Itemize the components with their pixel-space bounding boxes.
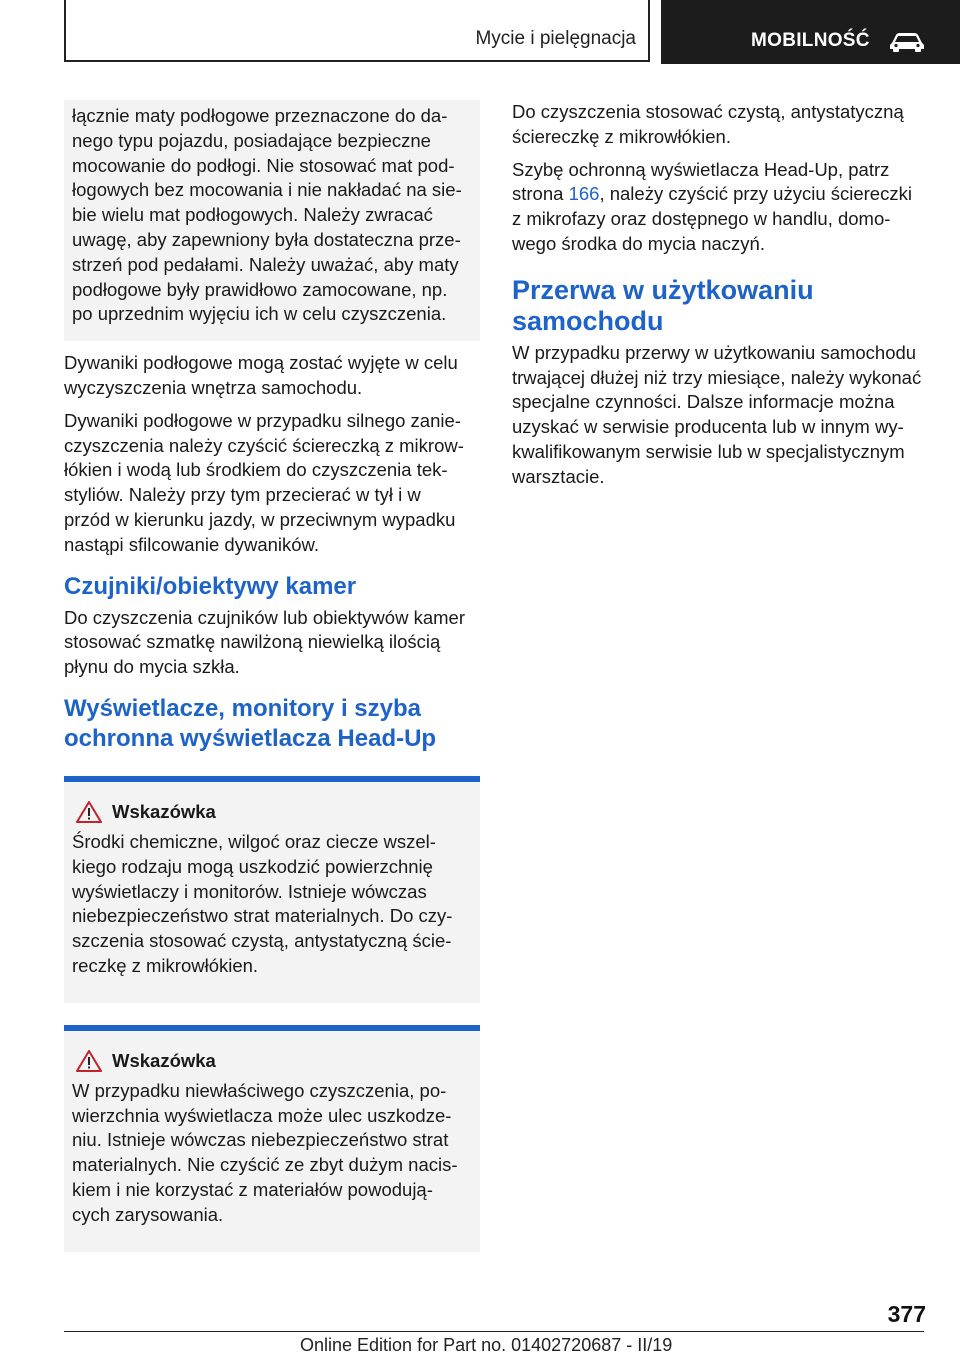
page-number: 377 — [887, 1301, 926, 1327]
section-title: Mycie i pielęgnacja — [475, 28, 636, 49]
left-column — [64, 100, 480, 1252]
paragraph: Do czyszczenia stosować czystą, antystatyczną ściereczkę z mikrowłókien. — [512, 101, 904, 147]
note-text: Środki chemiczne, wilgoć oraz ciecze wszel- kiego rodzaju mogą uszkodzić powierzchnię wyświetlaczy i monitorów. Istnieje wówczas niebezpieczeństwo strat materialnych. Do czy- szczenia stosować czystą, antystatyczną ście- reczkę z mikrowłókien. — [72, 830, 453, 976]
section-heading-displays: Wyświetlacze, monitory i szyba ochronna wyświetlacza Head-Up — [64, 694, 437, 752]
warning-icon — [76, 800, 102, 824]
paragraph: Dywaniki podłogowe w przypadku silnego zanie- czyszczenia należy czyścić ściereczką z mikrow- łókien i wodą lub środkiem do czyszczenia tek- styliów. Należy przy tym przecierać w tył i w przód w kierunku jazdy, w przeciwnym wypadku nastąpi sfilcowanie dywaników. — [64, 409, 464, 555]
section-tab — [64, 0, 650, 62]
text: Szybę ochronną wyświetlacza Head-Up, patrz strona — [512, 158, 890, 205]
chapter-tab — [661, 0, 960, 64]
continued-note-text: łącznie maty podłogowe przeznaczone do da- nego typu pojazdu, posiadające bezpieczne mocowanie do podłogi. Nie stosować mat pod- łogowych bez mocowania i nie nakładać na sie- bie wielu mat podłogowych. Należy zwracać uwagę, aby zapewniony była dostateczna prze- strzeń pod pedałami. Należy uważać, aby maty podłogowe były prawidłowo zamocowane, np. po uprzednim wyjęciu ich w celu czyszczenia. — [72, 105, 462, 325]
note-title-row — [72, 800, 472, 824]
paragraph: Dywaniki podłogowe mogą zostać wyjęte w celu wyczyszczenia wnętrza samochodu. — [64, 352, 458, 398]
warning-icon — [76, 1049, 102, 1073]
page-header — [0, 0, 960, 66]
note-title-row — [72, 1049, 472, 1073]
page-link[interactable]: 166 — [568, 183, 600, 205]
chapter-title: MOBILNOŚĆ — [751, 30, 870, 51]
car-icon — [889, 30, 925, 52]
paragraph: Do czyszczenia czujników lub obiektywów kamer stosować szmatkę nawilżoną niewielką ilością płynu do mycia szkła. — [64, 606, 465, 678]
section-heading-sensors: Czujniki/obiektywy kamer — [64, 572, 357, 600]
note-text: W przypadku niewłaściwego czyszczenia, po- wierzchnia wyświetlacza może ulec uszkodze- niu. Istnieje wówczas niebezpieczeństwo strat materialnych. Nie czyścić ze zbyt dużym nacis- kiem i nie korzystać z materiałów powodują- cych zarysowania. — [72, 1079, 458, 1225]
continued-note-box — [64, 100, 480, 341]
paragraph-with-link — [512, 158, 928, 257]
note-title: Wskazówka — [112, 800, 216, 822]
warning-note — [64, 1025, 480, 1252]
right-column — [512, 100, 928, 498]
footer-edition: Online Edition for Part no. 01402720687 - II/19 — [300, 1335, 673, 1355]
warning-note — [64, 776, 480, 1003]
text: , należy czyścić przy użyciu ściereczki z mikrofazy oraz dostępnego w handlu, domo- wego środka do mycia naczyń. — [512, 183, 912, 254]
section-heading-storage: Przerwa w użytkowaniu samochodu — [512, 274, 814, 336]
note-title: Wskazówka — [112, 1049, 216, 1071]
footer-divider — [64, 1331, 924, 1332]
paragraph: W przypadku przerwy w użytkowaniu samochodu trwającej dłużej niż trzy miesiące, należy wykonać specjalne czynności. Dalsze informacje można uzyskać w serwisie producenta lub w innym wy- kwalifikowanym serwisie lub w specjalistycznym warsztacie. — [512, 341, 922, 487]
